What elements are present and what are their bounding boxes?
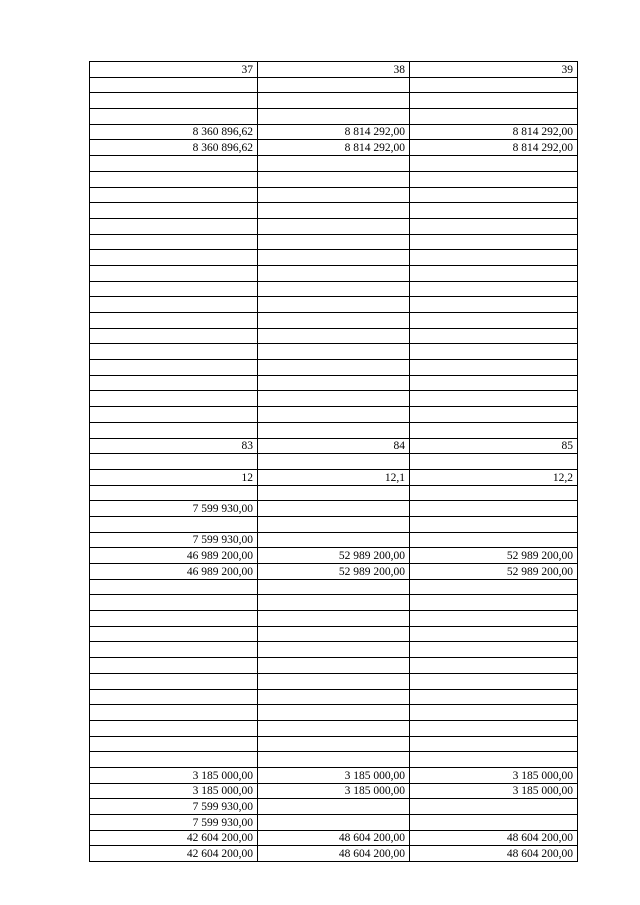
table-cell: 42 604 200,00 xyxy=(90,846,258,862)
table-cell xyxy=(258,313,410,329)
table-cell xyxy=(258,579,410,595)
table-cell: 8 814 292,00 xyxy=(410,124,578,140)
table-cell xyxy=(258,611,410,627)
table-cell xyxy=(258,156,410,172)
table-cell xyxy=(90,422,258,438)
table-row xyxy=(90,501,578,517)
table-cell xyxy=(258,516,410,532)
table-row xyxy=(90,391,578,407)
table-cell: 52 989 200,00 xyxy=(410,548,578,564)
table-cell xyxy=(258,705,410,721)
table-row xyxy=(90,783,578,799)
table-cell xyxy=(258,720,410,736)
table-cell: 39 xyxy=(410,62,578,78)
table-row xyxy=(90,830,578,846)
table-cell: 3 185 000,00 xyxy=(410,783,578,799)
table-cell xyxy=(410,658,578,674)
table-row xyxy=(90,532,578,548)
table-cell xyxy=(90,360,258,376)
table-cell xyxy=(410,218,578,234)
table-row xyxy=(90,815,578,831)
table-cell xyxy=(90,658,258,674)
table-cell xyxy=(90,93,258,109)
table-row xyxy=(90,516,578,532)
table-cell: 38 xyxy=(258,62,410,78)
table-cell xyxy=(410,360,578,376)
table-row xyxy=(90,109,578,125)
table-cell: 3 185 000,00 xyxy=(258,783,410,799)
table-cell xyxy=(90,313,258,329)
table-cell xyxy=(258,171,410,187)
table-cell xyxy=(410,344,578,360)
table-cell xyxy=(410,689,578,705)
table-cell: 3 185 000,00 xyxy=(258,767,410,783)
table-row xyxy=(90,344,578,360)
table-cell xyxy=(90,344,258,360)
table-cell xyxy=(410,673,578,689)
table-row xyxy=(90,673,578,689)
table-cell: 85 xyxy=(410,438,578,454)
table-cell xyxy=(90,720,258,736)
table-cell xyxy=(258,532,410,548)
table-cell xyxy=(90,736,258,752)
table-cell: 48 604 200,00 xyxy=(258,830,410,846)
table-cell xyxy=(90,516,258,532)
table-cell: 48 604 200,00 xyxy=(410,830,578,846)
table-cell xyxy=(90,234,258,250)
table-cell xyxy=(410,265,578,281)
table-row xyxy=(90,564,578,580)
table-cell xyxy=(410,799,578,815)
table-cell xyxy=(258,328,410,344)
table-cell xyxy=(90,689,258,705)
table-cell: 52 989 200,00 xyxy=(258,564,410,580)
table-cell xyxy=(410,422,578,438)
table-cell xyxy=(258,203,410,219)
table-cell: 48 604 200,00 xyxy=(258,846,410,862)
table-cell xyxy=(258,218,410,234)
table-row xyxy=(90,265,578,281)
table-cell xyxy=(258,454,410,470)
table-cell: 8 360 896,62 xyxy=(90,124,258,140)
table-cell: 46 989 200,00 xyxy=(90,564,258,580)
table-cell: 12,1 xyxy=(258,469,410,485)
table-row xyxy=(90,77,578,93)
table-cell: 3 185 000,00 xyxy=(90,767,258,783)
table-row xyxy=(90,720,578,736)
table-cell xyxy=(258,77,410,93)
table-cell xyxy=(410,297,578,313)
table-cell xyxy=(258,250,410,266)
table-cell xyxy=(90,218,258,234)
table-row xyxy=(90,579,578,595)
table-cell: 7 599 930,00 xyxy=(90,815,258,831)
table-cell xyxy=(410,203,578,219)
table-row xyxy=(90,454,578,470)
table-row xyxy=(90,313,578,329)
table-cell: 48 604 200,00 xyxy=(410,846,578,862)
table-cell: 8 814 292,00 xyxy=(258,140,410,156)
table-row xyxy=(90,469,578,485)
table-row xyxy=(90,611,578,627)
table-cell xyxy=(90,297,258,313)
table-cell xyxy=(410,328,578,344)
table-cell xyxy=(90,391,258,407)
table-row xyxy=(90,736,578,752)
table-cell xyxy=(410,93,578,109)
table-cell xyxy=(90,156,258,172)
table-cell xyxy=(90,77,258,93)
table-cell xyxy=(90,203,258,219)
table-row xyxy=(90,62,578,78)
table-row xyxy=(90,595,578,611)
table-row xyxy=(90,297,578,313)
table-cell xyxy=(90,407,258,423)
table-cell xyxy=(410,815,578,831)
table-cell: 52 989 200,00 xyxy=(410,564,578,580)
document-page xyxy=(89,61,578,862)
table-cell xyxy=(258,391,410,407)
table-cell xyxy=(90,187,258,203)
table-row xyxy=(90,234,578,250)
table-cell xyxy=(258,344,410,360)
table-cell xyxy=(258,360,410,376)
table-row xyxy=(90,360,578,376)
table-cell xyxy=(258,281,410,297)
table-cell xyxy=(90,611,258,627)
table-cell xyxy=(90,595,258,611)
table-cell xyxy=(410,501,578,517)
table-cell xyxy=(258,799,410,815)
table-row xyxy=(90,689,578,705)
table-cell xyxy=(258,736,410,752)
table-cell xyxy=(410,516,578,532)
table-cell xyxy=(258,93,410,109)
table-row xyxy=(90,767,578,783)
table-row xyxy=(90,485,578,501)
table-cell: 37 xyxy=(90,62,258,78)
table-cell xyxy=(258,689,410,705)
table-cell xyxy=(90,485,258,501)
table-row xyxy=(90,124,578,140)
table-cell xyxy=(258,673,410,689)
table-cell xyxy=(410,391,578,407)
table-cell: 8 360 896,62 xyxy=(90,140,258,156)
table-cell: 7 599 930,00 xyxy=(90,799,258,815)
table-cell xyxy=(258,187,410,203)
table-cell: 3 185 000,00 xyxy=(410,767,578,783)
table-row xyxy=(90,187,578,203)
table-cell xyxy=(90,375,258,391)
table-cell xyxy=(410,752,578,768)
table-cell xyxy=(410,407,578,423)
table-cell xyxy=(258,234,410,250)
table-cell xyxy=(410,187,578,203)
table-cell xyxy=(90,705,258,721)
table-cell xyxy=(410,642,578,658)
table-cell xyxy=(410,171,578,187)
table-cell xyxy=(410,611,578,627)
table-row xyxy=(90,140,578,156)
table-cell xyxy=(258,595,410,611)
table-cell xyxy=(410,485,578,501)
table-cell xyxy=(258,407,410,423)
table-cell xyxy=(90,579,258,595)
table-cell xyxy=(258,642,410,658)
table-cell: 12,2 xyxy=(410,469,578,485)
table-cell: 8 814 292,00 xyxy=(410,140,578,156)
table-row xyxy=(90,799,578,815)
table-cell xyxy=(258,752,410,768)
table-cell: 42 604 200,00 xyxy=(90,830,258,846)
table-row xyxy=(90,642,578,658)
table-cell xyxy=(258,265,410,281)
table-row xyxy=(90,422,578,438)
table-cell: 12 xyxy=(90,469,258,485)
table-cell xyxy=(90,752,258,768)
table-cell xyxy=(258,109,410,125)
table-cell: 7 599 930,00 xyxy=(90,501,258,517)
table-cell xyxy=(90,673,258,689)
table-cell xyxy=(410,109,578,125)
table-row xyxy=(90,328,578,344)
table-cell xyxy=(90,454,258,470)
table-cell: 52 989 200,00 xyxy=(258,548,410,564)
table-row xyxy=(90,375,578,391)
table-cell xyxy=(410,626,578,642)
table-cell xyxy=(90,171,258,187)
table-cell xyxy=(90,109,258,125)
table-cell xyxy=(410,705,578,721)
table-cell xyxy=(90,328,258,344)
table-cell xyxy=(410,234,578,250)
table-row xyxy=(90,548,578,564)
table-cell xyxy=(90,250,258,266)
table-cell xyxy=(410,579,578,595)
table-cell xyxy=(258,658,410,674)
table-row xyxy=(90,203,578,219)
table-row xyxy=(90,658,578,674)
table-cell: 7 599 930,00 xyxy=(90,532,258,548)
table-cell: 8 814 292,00 xyxy=(258,124,410,140)
table-cell xyxy=(258,501,410,517)
table-cell xyxy=(410,281,578,297)
table-cell: 46 989 200,00 xyxy=(90,548,258,564)
table-row xyxy=(90,407,578,423)
table-body xyxy=(90,62,578,862)
table-cell xyxy=(258,485,410,501)
table-cell xyxy=(410,375,578,391)
table-cell xyxy=(258,626,410,642)
table-row xyxy=(90,846,578,862)
table-cell xyxy=(410,77,578,93)
table-row xyxy=(90,752,578,768)
table-cell xyxy=(258,297,410,313)
table-cell xyxy=(410,156,578,172)
table-cell xyxy=(410,454,578,470)
table-cell: 84 xyxy=(258,438,410,454)
table-cell xyxy=(90,265,258,281)
table-cell xyxy=(258,815,410,831)
table-cell xyxy=(410,250,578,266)
table-row xyxy=(90,705,578,721)
table-cell xyxy=(410,595,578,611)
table-cell xyxy=(410,720,578,736)
table-cell xyxy=(90,626,258,642)
table-cell xyxy=(258,422,410,438)
table-row xyxy=(90,156,578,172)
table-cell xyxy=(410,532,578,548)
table-cell xyxy=(258,375,410,391)
table-cell xyxy=(90,642,258,658)
table-cell xyxy=(410,736,578,752)
table-cell: 83 xyxy=(90,438,258,454)
table-row xyxy=(90,171,578,187)
table-row xyxy=(90,626,578,642)
table-row xyxy=(90,438,578,454)
data-table xyxy=(89,61,578,862)
table-row xyxy=(90,250,578,266)
table-cell xyxy=(410,313,578,329)
table-row xyxy=(90,281,578,297)
table-row xyxy=(90,93,578,109)
table-cell xyxy=(90,281,258,297)
table-cell: 3 185 000,00 xyxy=(90,783,258,799)
table-row xyxy=(90,218,578,234)
